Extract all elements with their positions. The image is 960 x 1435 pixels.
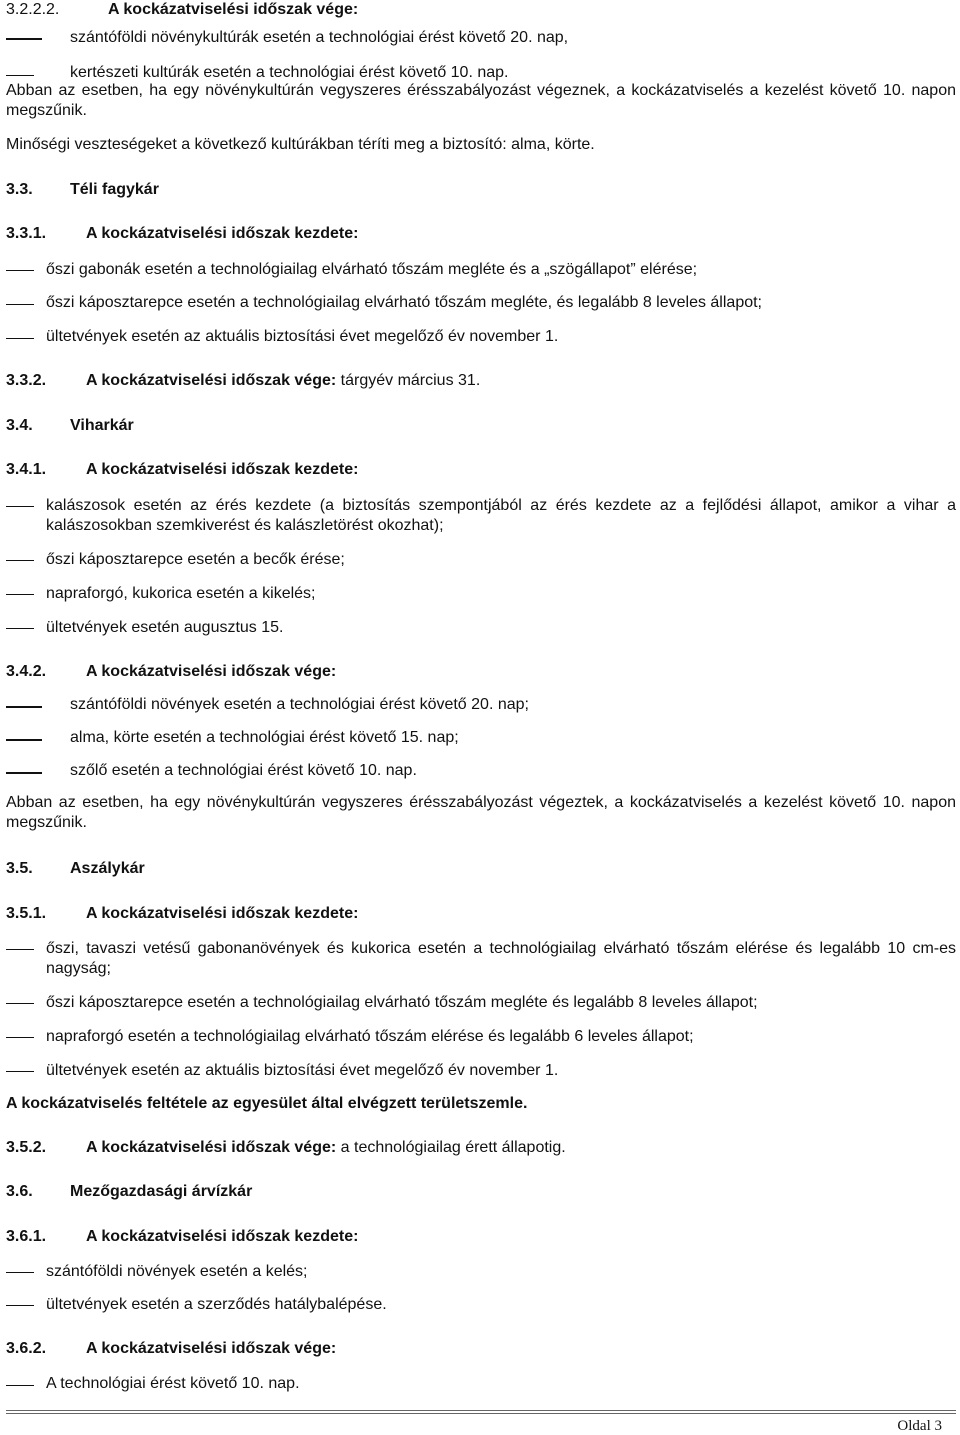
list-item: őszi gabonák esetén a technológiailag elvárható tőszám megléte és a „szögállapot” elérése; — [46, 261, 698, 278]
section-title: Mezőgazdasági árvízkár — [70, 1183, 253, 1200]
dash-bullet — [6, 739, 42, 741]
section-number: 3.6.2. — [6, 1340, 47, 1357]
dash-bullet — [6, 338, 34, 339]
list-item: őszi, tavaszi vetésű gabonanövények és kukorica esetén a technológiailag elvárható tőszám elérése és legalább 10 cm-es nagyság; — [46, 940, 956, 977]
section-heading — [6, 1227, 358, 1247]
section-number: 3.3.2. — [6, 372, 47, 389]
dash-bullet — [6, 1037, 34, 1038]
dash-bullet — [6, 38, 42, 40]
list-item: kalászosok esetén az érés kezdete (a biztosítás szempontjából az érés kezdete az a fejlődési állapot, amikor a vihar a kalászosokban szemkiverést és kalászletörést okozhat); — [46, 497, 956, 534]
paragraph: Abban az esetben, ha egy növénykultúrán vegyszeres érésszabályozást végeztek, a kockázatviselés a kezelést követő 10. napon megszűnik. — [6, 794, 956, 831]
section-heading — [6, 0, 358, 20]
dash-bullet — [6, 1071, 34, 1072]
section-heading — [6, 224, 358, 244]
dash-bullet — [6, 560, 34, 561]
section-title: A kockázatviselési időszak vége: — [86, 663, 337, 680]
section-number: 3.5.1. — [6, 905, 47, 922]
section-value: a technológiailag érett állapotig. — [336, 1139, 566, 1156]
paragraph: Minőségi veszteségeket a következő kultúrákban téríti meg a biztosító: alma, körte. — [6, 136, 595, 153]
section-number: 3.6. — [6, 1183, 33, 1200]
section-number: 3.4. — [6, 417, 33, 434]
list-item: szántóföldi növénykultúrák esetén a technológiai érést követő 20. nap, — [70, 29, 569, 46]
dash-bullet — [6, 304, 34, 305]
section-title: A kockázatviselési időszak kezdete: — [86, 905, 359, 922]
list-item: szőlő esetén a technológiai érést követő 10. nap. — [70, 762, 417, 779]
dash-bullet — [6, 1003, 34, 1004]
dash-bullet — [6, 506, 34, 507]
dash-bullet — [6, 270, 34, 271]
section-title: A kockázatviselési időszak vége: — [108, 1, 359, 18]
dash-bullet — [6, 1272, 34, 1273]
dash-bullet — [6, 594, 34, 595]
list-item: kertészeti kultúrák esetén a technológiai érést követő 10. nap. — [70, 64, 509, 81]
section-heading — [6, 662, 336, 682]
dash-bullet — [6, 706, 42, 708]
section-number: 3.5. — [6, 860, 33, 877]
list-item: szántóföldi növények esetén a technológiai érést követő 20. nap; — [70, 696, 529, 713]
condition-note: A kockázatviselés feltétele az egyesület által elvégzett területszemle. — [6, 1095, 528, 1112]
section-number: 3.3. — [6, 181, 33, 198]
dash-bullet — [6, 772, 42, 774]
list-item: ültetvények esetén augusztus 15. — [46, 619, 284, 636]
section-number: 3.4.1. — [6, 461, 47, 478]
dash-bullet — [6, 1385, 34, 1386]
section-number: 3.4.2. — [6, 663, 47, 680]
footer-divider — [6, 1410, 956, 1414]
section-heading — [6, 460, 358, 480]
list-item: napraforgó, kukorica esetén a kikelés; — [46, 585, 316, 602]
section-heading — [6, 859, 145, 879]
dash-bullet — [6, 1305, 34, 1306]
section-title: A kockázatviselési időszak vége: — [86, 1340, 337, 1357]
dash-bullet — [6, 949, 34, 950]
section-heading — [6, 1339, 336, 1359]
section-heading — [6, 1138, 566, 1158]
list-item: alma, körte esetén a technológiai érést követő 15. nap; — [70, 729, 459, 746]
section-heading — [6, 904, 358, 924]
section-title: A kockázatviselési időszak vége: — [86, 372, 337, 389]
list-item: ültetvények esetén az aktuális biztosítási évet megelőző év november 1. — [46, 1062, 559, 1079]
section-title: A kockázatviselési időszak kezdete: — [86, 225, 359, 242]
paragraph: Abban az esetben, ha egy növénykultúrán vegyszeres érésszabályozást végeznek, a kockázatviselés a kezelést követő 10. napon megszűnik. — [6, 82, 956, 119]
list-item: ültetvények esetén a szerződés hatálybalépése. — [46, 1296, 387, 1313]
section-number: 3.3.1. — [6, 225, 47, 242]
list-item: napraforgó esetén a technológiailag elvárható tőszám elérése és legalább 6 leveles állapot; — [46, 1028, 694, 1045]
section-heading — [6, 416, 134, 436]
list-item: őszi káposztarepce esetén a technológiailag elvárható tőszám megléte és legalább 8 leveles állapot; — [46, 994, 758, 1011]
section-number: 3.5.2. — [6, 1139, 47, 1156]
list-item: őszi káposztarepce esetén a becők érése; — [46, 551, 345, 568]
section-heading — [6, 1182, 252, 1202]
section-title: A kockázatviselési időszak vége: — [86, 1139, 337, 1156]
list-item: őszi káposztarepce esetén a technológiailag elvárható tőszám megléte, és legalább 8 leveles állapot; — [46, 294, 762, 311]
section-title: Aszálykár — [70, 860, 145, 877]
section-value: tárgyév március 31. — [336, 372, 481, 389]
list-item: szántóföldi növények esetén a kelés; — [46, 1263, 308, 1280]
section-title: Viharkár — [70, 417, 134, 434]
list-item: ültetvények esetén az aktuális biztosítási évet megelőző év november 1. — [46, 328, 559, 345]
section-title: A kockázatviselési időszak kezdete: — [86, 461, 359, 478]
section-heading — [6, 371, 480, 391]
section-number: 3.6.1. — [6, 1228, 47, 1245]
dash-bullet — [6, 75, 34, 76]
dash-bullet — [6, 628, 34, 629]
section-heading — [6, 180, 159, 200]
section-title: Téli fagykár — [70, 181, 159, 198]
section-number: 3.2.2.2. — [6, 1, 60, 18]
list-item: A technológiai érést követő 10. nap. — [46, 1375, 300, 1392]
section-title: A kockázatviselési időszak kezdete: — [86, 1228, 359, 1245]
page-number: Oldal 3 — [897, 1418, 942, 1434]
